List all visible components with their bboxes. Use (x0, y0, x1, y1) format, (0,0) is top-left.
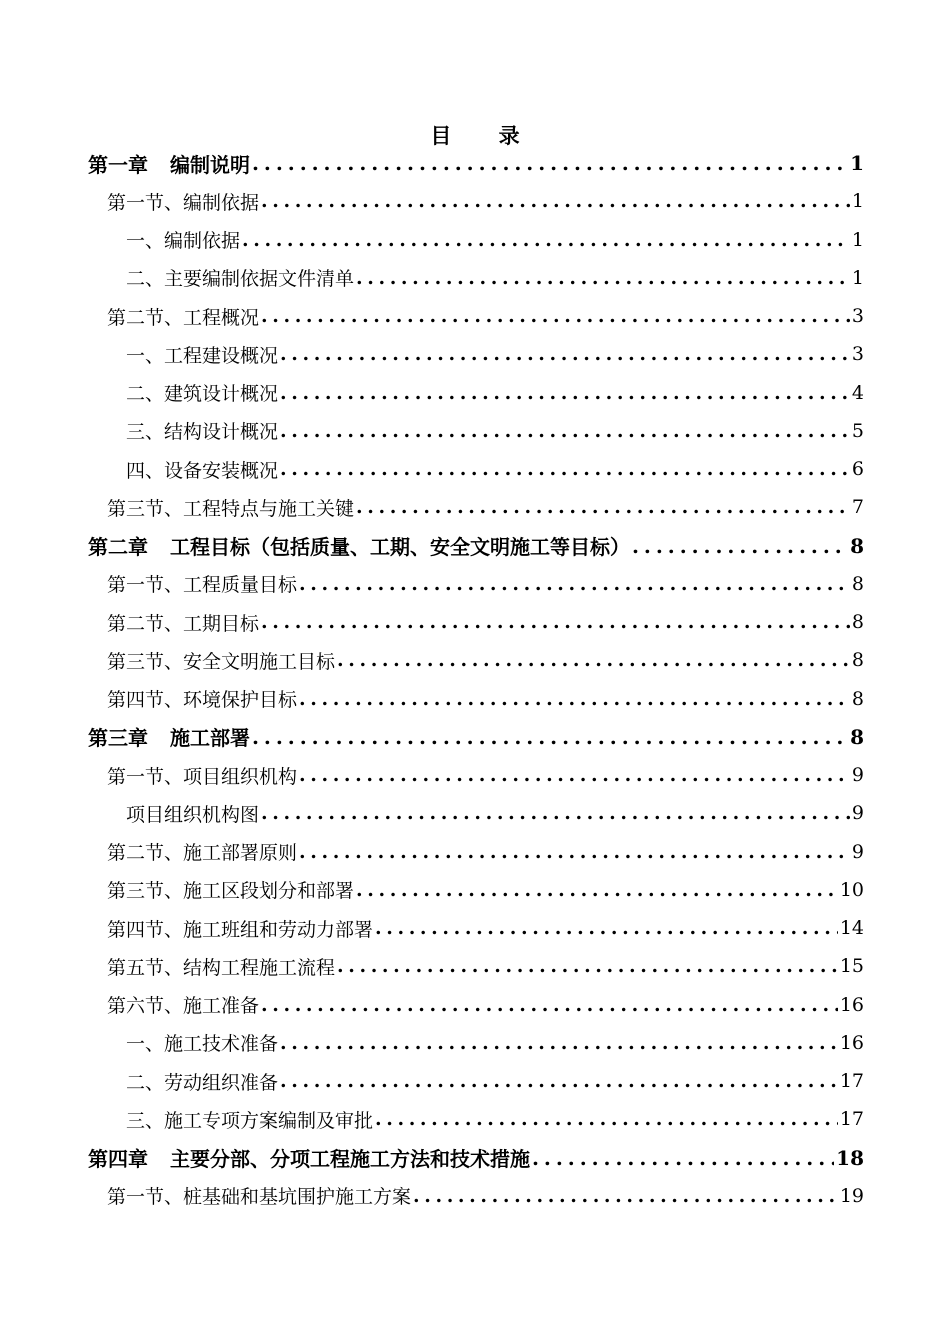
dot-leader (532, 1146, 834, 1170)
toc-entry-page: 6 (851, 458, 864, 481)
dot-leader (280, 420, 850, 442)
dot-leader (356, 879, 838, 901)
toc-entry[interactable] (88, 144, 864, 182)
toc-entry-title: 编制说明 (170, 152, 250, 177)
toc-entry-label (107, 1182, 411, 1209)
toc-entry-page: 1 (850, 151, 864, 176)
toc-entry-page: 8 (851, 611, 864, 634)
toc-entry-label (107, 188, 259, 215)
toc-entry-number: 三、结构设计概况 (126, 421, 279, 444)
toc-entry-number: 第二节、工程概况 (107, 306, 260, 329)
toc-list (88, 144, 864, 1215)
toc-entry[interactable] (88, 450, 864, 488)
dot-leader (280, 382, 850, 404)
toc-entry-page: 8 (850, 724, 864, 749)
toc-entry[interactable] (88, 1100, 864, 1138)
toc-entry-label (107, 303, 259, 330)
toc-entry-page: 16 (839, 1031, 864, 1054)
toc-entry[interactable] (88, 986, 864, 1024)
toc-entry-label (107, 876, 354, 903)
toc-entry-number: 项目组织机构图 (126, 803, 260, 826)
dot-leader (261, 305, 850, 327)
toc-entry-number: 第一节、工程质量目标 (107, 574, 298, 597)
toc-entry-title: 主要分部、分项工程施工方法和技术措施 (170, 1147, 530, 1172)
toc-entry-label (126, 341, 278, 368)
toc-entry-label (126, 1029, 278, 1056)
toc-entry-page: 7 (851, 496, 864, 519)
toc-entry-number: 二、建筑设计概况 (126, 383, 279, 406)
toc-entry-label (107, 953, 335, 980)
toc-entry-label (107, 685, 297, 712)
toc-entry-number: 第三节、安全文明施工目标 (107, 650, 336, 673)
toc-entry-page: 19 (839, 1184, 864, 1207)
toc-entry-page: 5 (851, 419, 864, 442)
toc-entry[interactable] (88, 1024, 864, 1062)
toc-entry-page: 8 (851, 687, 864, 710)
toc-entry-label (126, 800, 259, 827)
toc-entry-number: 第四节、施工班组和劳动力部署 (107, 918, 374, 941)
dot-leader (356, 267, 850, 289)
toc-entry-number: 一、施工技术准备 (126, 1033, 279, 1056)
toc-entry-page: 1 (851, 228, 864, 251)
dot-leader (280, 1070, 838, 1092)
toc-entry-title: 工程目标（包括质量、工期、安全文明施工等目标） (170, 535, 630, 560)
dot-leader (280, 1032, 838, 1054)
toc-entry-label (107, 838, 297, 865)
toc-entry[interactable] (88, 412, 864, 450)
dot-leader (299, 841, 850, 863)
toc-entry[interactable] (88, 718, 864, 756)
dot-leader (299, 764, 850, 786)
toc-entry-page: 9 (851, 840, 864, 863)
toc-entry[interactable] (88, 565, 864, 603)
toc-entry-label (126, 379, 278, 406)
toc-entry[interactable] (88, 527, 864, 565)
toc-entry-page: 3 (851, 305, 864, 328)
toc-entry-page: 3 (851, 343, 864, 366)
toc-entry[interactable] (88, 680, 864, 718)
toc-entry[interactable] (88, 374, 864, 412)
dot-leader (261, 190, 850, 212)
dot-leader (252, 725, 848, 749)
toc-entry-number: 第三章 (88, 726, 148, 751)
toc-entry-number: 第四章 (88, 1147, 148, 1172)
toc-entry[interactable] (88, 947, 864, 985)
toc-entry-number: 第一章 (88, 152, 148, 177)
toc-entry-label (126, 226, 240, 253)
toc-entry-number: 第一节、项目组织机构 (107, 765, 298, 788)
toc-entry-label (107, 991, 259, 1018)
toc-entry-label (107, 762, 297, 789)
toc-entry-number: 一、编制依据 (126, 230, 241, 253)
toc-entry-page: 9 (851, 802, 864, 825)
dot-leader (356, 496, 850, 518)
toc-entry[interactable] (88, 833, 864, 871)
toc-entry-label (88, 722, 250, 751)
toc-entry-number: 第二节、施工部署原则 (107, 842, 298, 865)
dot-leader (299, 573, 850, 595)
toc-entry-number: 第一节、桩基础和基坑围护施工方案 (107, 1186, 412, 1209)
toc-entry-page: 8 (851, 649, 864, 672)
dot-leader (280, 458, 850, 480)
toc-entry-number: 一、工程建设概况 (126, 344, 279, 367)
toc-entry[interactable] (88, 1062, 864, 1100)
toc-entry-page: 1 (851, 190, 864, 213)
toc-entry[interactable] (88, 641, 864, 679)
toc-entry-label (107, 494, 354, 521)
dot-leader (375, 1108, 838, 1130)
dot-leader (337, 649, 850, 671)
toc-entry-page: 4 (851, 381, 864, 404)
toc-entry[interactable] (88, 297, 864, 335)
toc-entry-label (107, 570, 297, 597)
dot-leader (413, 1185, 838, 1207)
toc-entry-page: 14 (839, 917, 864, 940)
toc-entry-page: 18 (836, 1145, 864, 1170)
toc-entry-number: 第三节、工程特点与施工关键 (107, 497, 355, 520)
toc-entry-label (88, 1143, 530, 1172)
dot-leader (261, 802, 850, 824)
toc-entry-label (126, 1068, 278, 1095)
toc-entry-page: 15 (839, 955, 864, 978)
toc-entry-number: 第六节、施工准备 (107, 995, 260, 1018)
toc-entry-page: 1 (851, 266, 864, 289)
toc-entry[interactable] (88, 603, 864, 641)
toc-entry[interactable] (88, 1139, 864, 1177)
toc-entry-label (107, 647, 335, 674)
toc-entry-number: 第二章 (88, 535, 148, 560)
toc-entry-number: 第三节、施工区段划分和部署 (107, 880, 355, 903)
toc-entry[interactable] (88, 259, 864, 297)
toc-entry-number: 第一节、编制依据 (107, 191, 260, 214)
toc-entry-label (88, 149, 250, 178)
toc-entry[interactable] (88, 182, 864, 220)
dot-leader (252, 151, 848, 175)
toc-entry[interactable] (88, 794, 864, 832)
dot-leader (242, 229, 850, 251)
toc-entry-number: 第五节、结构工程施工流程 (107, 956, 336, 979)
toc-entry-number: 四、设备安装概况 (126, 459, 279, 482)
dot-leader (280, 343, 850, 365)
toc-entry[interactable] (88, 221, 864, 259)
toc-entry-number: 三、施工专项方案编制及审批 (126, 1109, 374, 1132)
dot-leader (261, 994, 838, 1016)
toc-entry[interactable] (88, 909, 864, 947)
toc-entry-title: 施工部署 (170, 726, 250, 751)
toc-entry-label (126, 1106, 373, 1133)
toc-title: 目 录 (430, 123, 540, 148)
toc-entry-page: 9 (851, 764, 864, 787)
dot-leader (299, 688, 850, 710)
toc-entry-page: 8 (850, 533, 864, 558)
toc-entry-number: 第二节、工期目标 (107, 612, 260, 635)
toc-entry-label (88, 531, 630, 560)
toc-entry-page: 17 (839, 1108, 864, 1131)
dot-leader (261, 611, 850, 633)
toc-entry-label (126, 417, 278, 444)
dot-leader (337, 955, 838, 977)
toc-entry[interactable] (88, 1177, 864, 1215)
toc-entry-page: 8 (851, 572, 864, 595)
toc-entry-page: 16 (839, 993, 864, 1016)
toc-entry-label (126, 456, 278, 483)
toc-entry[interactable] (88, 488, 864, 526)
toc-entry-label (126, 264, 354, 291)
toc-entry[interactable] (88, 871, 864, 909)
toc-entry-number: 二、主要编制依据文件清单 (126, 268, 355, 291)
toc-entry-page: 10 (839, 878, 864, 901)
dot-leader (375, 917, 838, 939)
toc-entry-label (107, 915, 373, 942)
toc-entry-number: 第四节、环境保护目标 (107, 689, 298, 712)
dot-leader (632, 534, 848, 558)
toc-entry[interactable] (88, 335, 864, 373)
toc-entry-label (107, 609, 259, 636)
toc-entry[interactable] (88, 756, 864, 794)
toc-entry-number: 二、劳动组织准备 (126, 1071, 279, 1094)
toc-entry-page: 17 (839, 1070, 864, 1093)
